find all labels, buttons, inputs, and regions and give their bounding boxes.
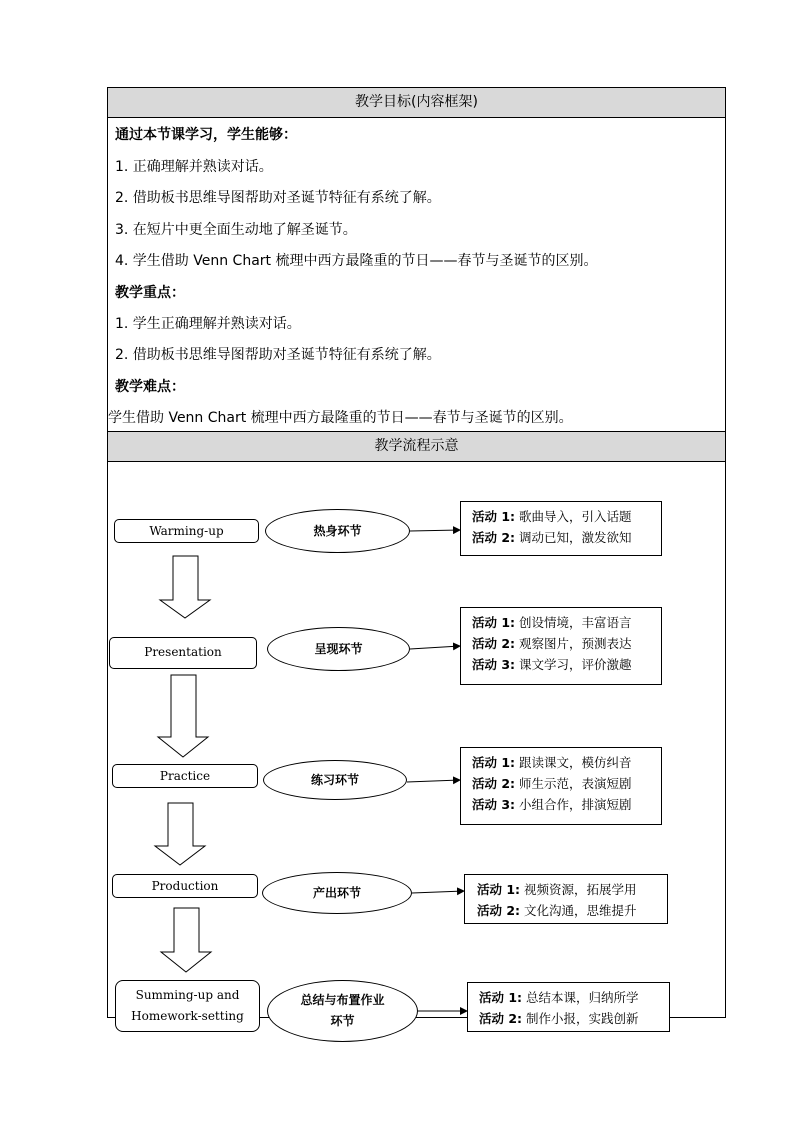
activity-item: 活动 1: 创设情境，丰富语言	[472, 615, 632, 630]
activity-item: 活动 1: 视频资源，拓展学用	[477, 882, 637, 897]
flow-header: 教学流程示意	[108, 432, 725, 461]
down-arrow-3	[155, 803, 205, 865]
phase-summing-up-line1: 总结与布置作业	[300, 993, 385, 1007]
difficulties-text: 学生借助 Venn Chart 梳理中西方最隆重的节日——春节与圣诞节的区别。	[108, 410, 573, 426]
phase-production	[262, 872, 412, 914]
stage-presentation	[109, 637, 257, 669]
activities-warm-up	[460, 501, 662, 556]
right-arrow-1	[410, 530, 460, 531]
stage-production	[112, 874, 258, 898]
difficulties-title: 教学难点：	[115, 379, 185, 395]
down-arrow-4	[161, 908, 211, 972]
phase-presentation-label: 呈现环节	[314, 642, 363, 656]
phase-summing-up	[267, 980, 418, 1042]
phase-practice	[263, 760, 407, 800]
activity-item: 活动 2: 调动已知，激发欲知	[472, 530, 632, 545]
stage-summing-up-line2: Homework-setting	[131, 1009, 244, 1023]
activity-item: 活动 1: 歌曲导入，引入话题	[472, 509, 632, 524]
stage-warming-up-label: Warming-up	[149, 524, 224, 538]
activity-item: 活动 2: 观察图片，预测表达	[472, 636, 632, 651]
phase-summing-up-line2: 环节	[330, 1014, 355, 1028]
activity-item: 活动 3: 课文学习，评价激趣	[472, 657, 632, 672]
activity-item: 活动 2: 文化沟通，思维提升	[477, 903, 637, 918]
stage-summing-up-line1: Summing-up and	[135, 988, 240, 1002]
phase-production-label: 产出环节	[312, 886, 361, 900]
key-point-2: 2. 借助板书思维导图帮助对圣诞节特征有系统了解。	[115, 347, 441, 363]
objectives-header: 教学目标(内容框架)	[108, 88, 725, 117]
activity-item: 活动 1: 总结本课，归纳所学	[479, 990, 639, 1005]
stage-warming-up	[114, 519, 259, 543]
phase-presentation	[267, 627, 410, 671]
objectives-intro: 通过本节课学习，学生能够：	[115, 127, 297, 143]
objective-item-1: 1. 正确理解并熟读对话。	[115, 159, 273, 175]
phase-warm-up-label: 热身环节	[313, 524, 362, 538]
stage-practice	[112, 764, 258, 788]
activity-item: 活动 3: 小组合作，排演短剧	[472, 797, 632, 812]
right-arrow-2	[410, 646, 460, 649]
key-point-1: 1. 学生正确理解并熟读对话。	[115, 316, 301, 332]
stage-presentation-label: Presentation	[144, 645, 222, 659]
objective-item-4: 4. 学生借助 Venn Chart 梳理中西方最隆重的节日——春节与圣诞节的区别。	[115, 253, 598, 269]
objective-item-2: 2. 借助板书思维导图帮助对圣诞节特征有系统了解。	[115, 190, 441, 206]
down-arrow-1	[160, 556, 210, 618]
down-arrow-2	[158, 675, 208, 757]
right-arrow-4	[412, 891, 464, 893]
key-points-title: 教学重点：	[115, 285, 185, 301]
phase-practice-label: 练习环节	[310, 773, 359, 787]
activities-practice	[460, 747, 662, 825]
activity-item: 活动 2: 制作小报，实践创新	[479, 1011, 639, 1026]
activity-item: 活动 1: 跟读课文，模仿纠音	[472, 755, 632, 770]
stage-production-label: Production	[151, 879, 219, 893]
activities-summing-up	[467, 982, 670, 1032]
activities-presentation	[460, 607, 662, 685]
stage-summing-up	[115, 980, 260, 1032]
activities-production	[464, 874, 668, 924]
objective-item-3: 3. 在短片中更全面生动地了解圣诞节。	[115, 222, 357, 238]
stage-practice-label: Practice	[159, 769, 211, 783]
activity-item: 活动 2: 师生示范，表演短剧	[472, 776, 632, 791]
right-arrow-3	[407, 780, 460, 782]
phase-warm-up	[265, 509, 410, 553]
